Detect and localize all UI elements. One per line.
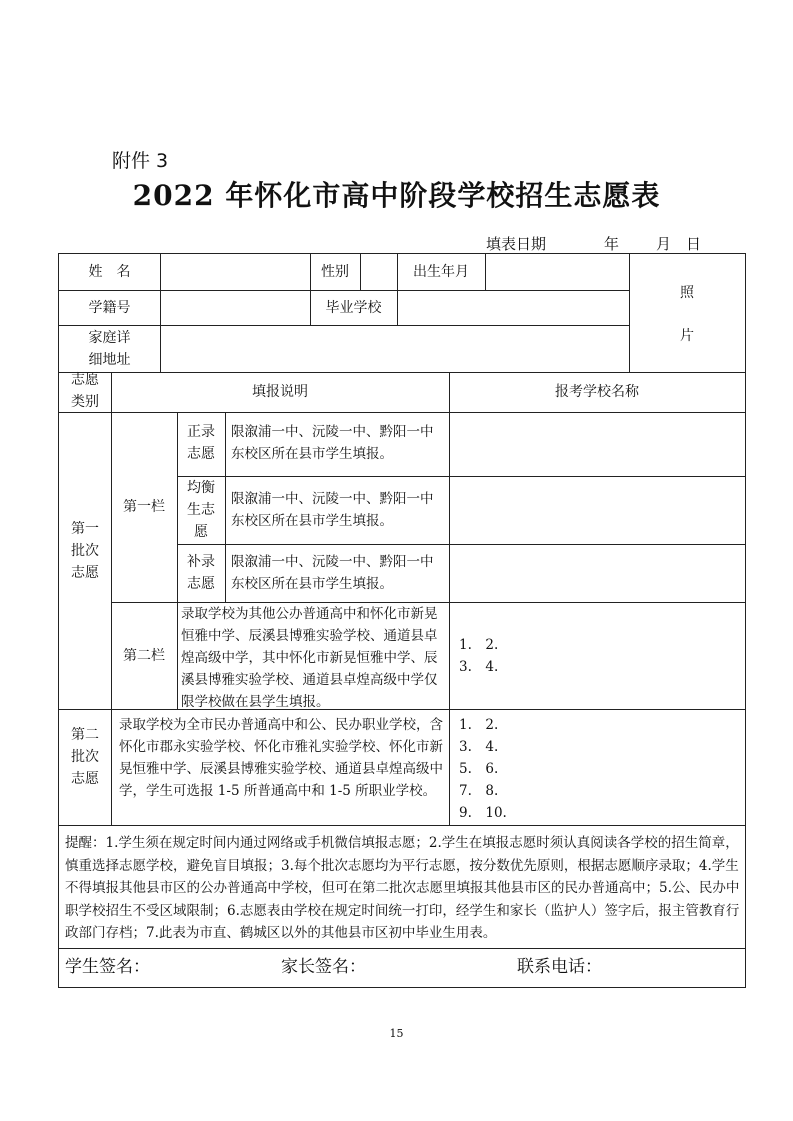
balanced-choice-label: 均衡 生志 愿 — [187, 480, 215, 540]
student-id-label: 学籍号 — [88, 300, 131, 316]
page-number: 15 — [389, 1027, 404, 1040]
batch1-col2-slot[interactable]: 3. 4. — [459, 659, 499, 675]
date-day: 日 — [686, 235, 702, 253]
form-title: 2022 年怀化市高中阶段学校招生志愿表 — [132, 179, 661, 212]
parent-signature-field[interactable] — [369, 952, 509, 982]
batch2-slot[interactable]: 7. 8. — [459, 783, 499, 799]
batch1-col2-label: 第二栏 — [123, 648, 165, 664]
photo-label-bottom: 片 — [680, 328, 694, 344]
regular-choice-desc: 限溆浦一中、沅陵一中、黔阳一中东校区所在县市学生填报。 — [231, 424, 434, 462]
batch2-slot[interactable]: 1. 2. — [459, 717, 499, 733]
name-field[interactable] — [162, 256, 308, 288]
date-month: 月 — [656, 235, 672, 253]
supplementary-choice-school-field[interactable] — [451, 546, 743, 600]
graduation-school-field[interactable] — [399, 292, 627, 323]
batch2-slot[interactable]: 3. 4. — [459, 739, 499, 755]
application-form-table — [58, 253, 746, 988]
batch2-desc: 录取学校为全市民办普通高中和公、民办职业学校，含怀化市郡永实验学校、怀化市雅礼实验学校、怀化市新晃恒雅中学、辰溪县博雅实验学校、通道县卓煌高级中学，学生可选报 1-5 所普通高中和 1-5 所职业学校。 — [119, 717, 443, 799]
balanced-choice-school-field[interactable] — [451, 478, 743, 542]
gender-field[interactable] — [362, 256, 395, 288]
batch1-col2-desc: 录取学校为其他公办普通高中和怀化市新晃恒雅中学、辰溪县博雅实验学校、通道县卓煌高级中学，其中怀化市新晃恒雅中学、辰溪县博雅实验学校、通道县卓煌高级中学仅限学校做在县学生填报。 — [181, 606, 438, 710]
name-label: 姓 名 — [88, 264, 131, 280]
supplementary-choice-desc: 限溆浦一中、沅陵一中、黔阳一中东校区所在县市学生填报。 — [231, 554, 434, 592]
notice-text: 提醒：1.学生须在规定时间内通过网络或手机微信填报志愿；2.学生在填报志愿时须认真阅读各学校的招生简章，慎重选择志愿学校，避免盲目填报；3.每个批次志愿均为平行志愿，按分数优先原则，根据志愿顺序录取；4.学生不得填报其他县市区的公办普通高中学校，但可在第二批次志愿里填报其他县市区的民办普通高中；5.公、民办中职学校招生不受区域限制；6.志愿表由学校在规定时间统一打印，经学生和家长（监护人）签字后，报主管教育行政部门存档；7.此表为市直、鹤城区以外的其他县市区初中毕业生用表。 — [65, 835, 740, 941]
contact-phone-field[interactable] — [607, 952, 737, 982]
address-field[interactable] — [162, 327, 627, 370]
graduation-school-label: 毕业学校 — [325, 300, 382, 316]
batch1-label: 第一 批次 志愿 — [71, 521, 99, 581]
batch1-col2-slot[interactable]: 1. 2. — [459, 637, 499, 653]
batch2-slot[interactable]: 9. 10. — [459, 805, 507, 821]
batch2-label: 第二 批次 志愿 — [71, 727, 99, 787]
supplementary-choice-label: 补录 志愿 — [187, 554, 215, 592]
instructions-header: 填报说明 — [252, 384, 308, 400]
photo-label-top: 照 — [680, 285, 694, 301]
date-label: 填表日期 — [486, 235, 547, 253]
birth-label: 出生年月 — [413, 264, 469, 280]
regular-choice-school-field[interactable] — [451, 414, 743, 474]
date-year: 年 — [604, 235, 620, 253]
fill-date — [486, 233, 701, 254]
batch2-slot[interactable]: 5. 6. — [459, 761, 499, 777]
student-signature-label: 学生签名： — [65, 957, 150, 977]
category-header: 志愿 类别 — [71, 372, 99, 410]
student-signature-field[interactable] — [153, 952, 273, 982]
gender-label: 性别 — [321, 264, 349, 280]
batch1-col1-label: 第一栏 — [123, 499, 165, 515]
balanced-choice-desc: 限溆浦一中、沅陵一中、黔阳一中东校区所在县市学生填报。 — [231, 491, 434, 529]
birth-field[interactable] — [487, 256, 627, 288]
school-names-header: 报考学校名称 — [555, 384, 639, 400]
contact-phone-label: 联系电话： — [517, 957, 602, 977]
regular-choice-label: 正录 志愿 — [187, 424, 215, 462]
attachment-label: 附件 3 — [112, 150, 169, 172]
parent-signature-label: 家长签名： — [281, 957, 366, 977]
address-label: 家庭详 细地址 — [88, 330, 131, 368]
student-id-field[interactable] — [162, 292, 308, 323]
